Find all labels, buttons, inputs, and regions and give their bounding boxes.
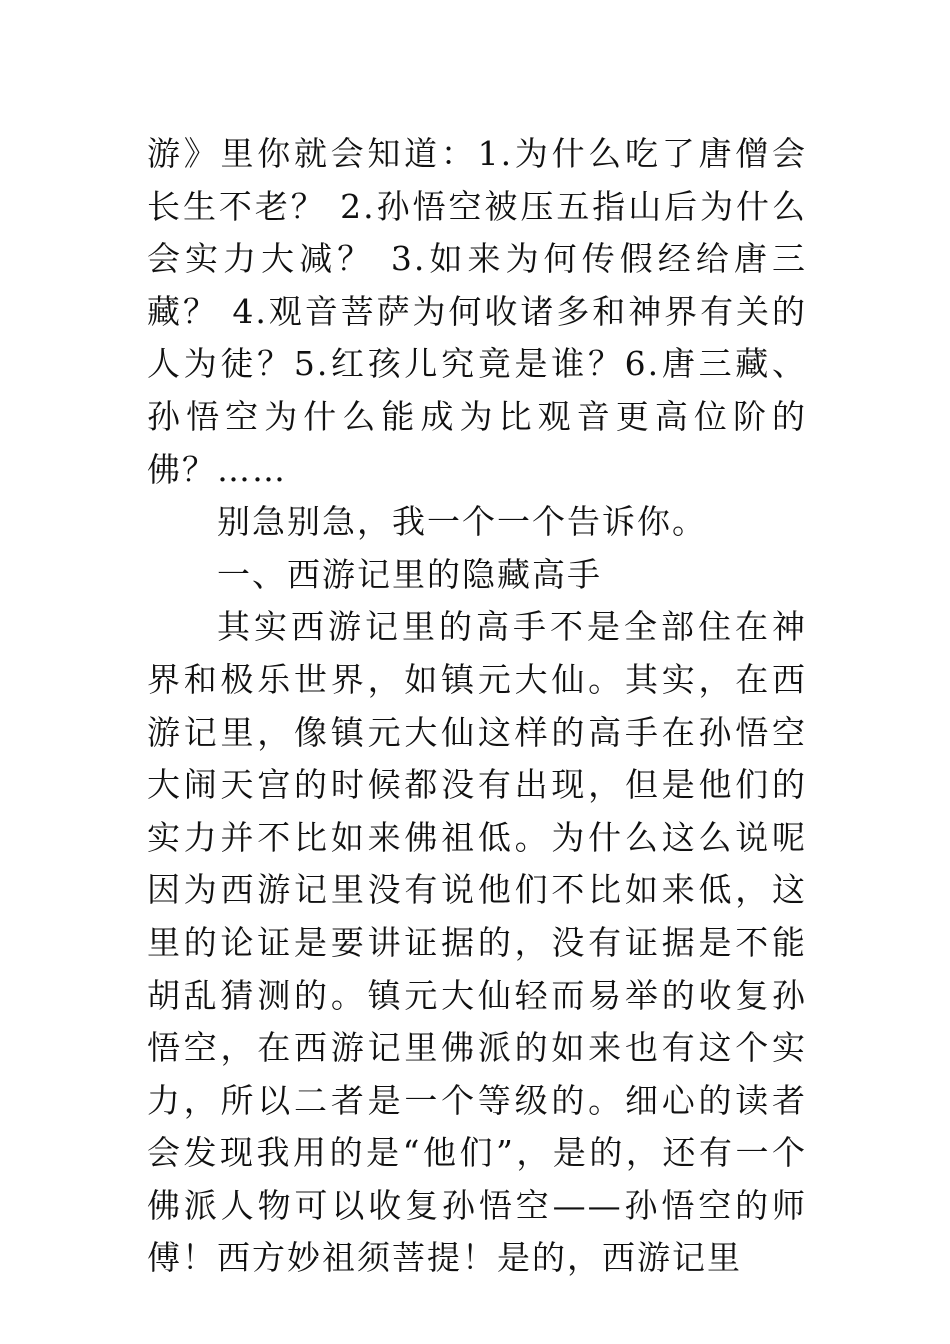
paragraph-dont-worry: 别急别急，我一个一个告诉你。 [217,502,707,542]
paragraph-hidden-masters: 其实西游记里的高手不是全部住在神界和极乐世界，如镇元大仙。其实，在西游记里，像镇元大仙这样的高手在孙悟空大闹天宫的时候都没有出现，但是他们的实力并不比如来佛祖低。为什么这么说呢因为西游记里没有说他们不比如来低，这里的论证是要讲证据的，没有证据是不能胡乱猜测的。镇元大仙轻而易举的收复孙悟空，在西游记里佛派的如来也有这个实力，所以二者是一个等级的。细心的读者会发现我用的是“他们”，是的，还有一个佛派人物可以收复孙悟空——孙悟空的师傅！西方妙祖须菩提！是的，西游记里 [147,607,807,1278]
paragraph-intro-questions: 游》里你就会知道：1.为什么吃了唐僧会长生不老？ 2.孙悟空被压五指山后为什么会实力大减？ 3.如来为何传假经给唐三藏？ 4.观音菩萨为何收诸多和神界有关的人为徒？5.红孩儿究竟是谁？6.唐三藏、孙悟空为什么能成为比观音更高位阶的佛？…… [147,134,807,489]
section-heading: 一、西游记里的隐藏高手 [217,554,602,594]
body-text [147,128,807,1285]
